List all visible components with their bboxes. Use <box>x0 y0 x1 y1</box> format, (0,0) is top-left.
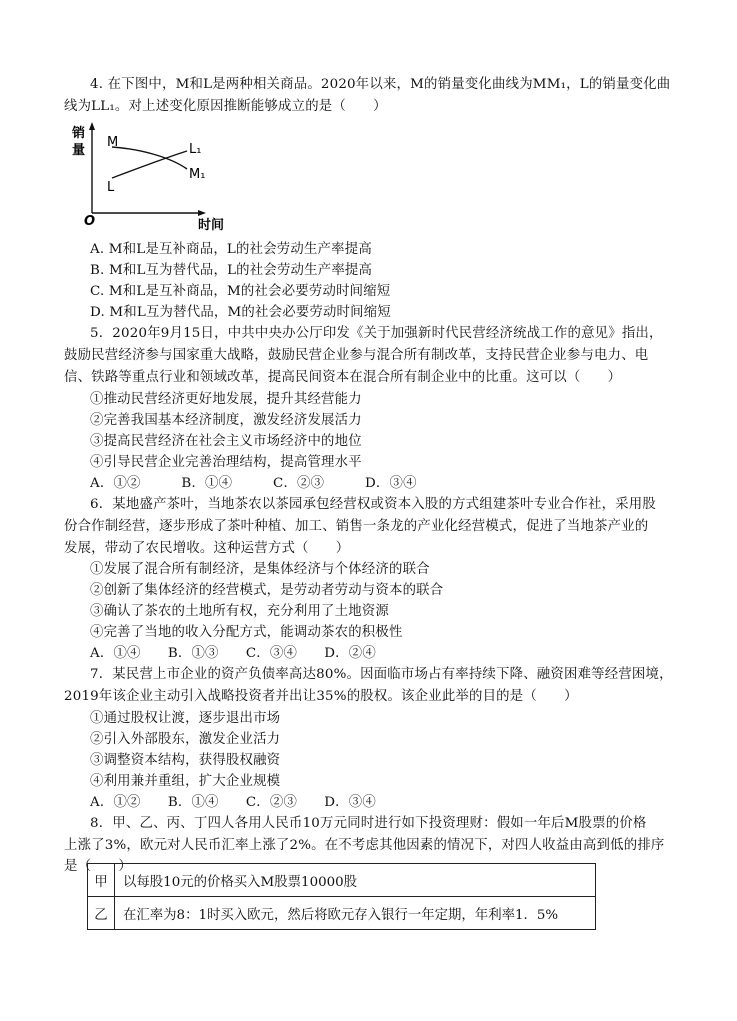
table-row <box>88 897 596 930</box>
y-axis-arrow <box>89 122 95 130</box>
q5-answers: A．①② B．①④ C．②③ D．③④ <box>90 476 417 491</box>
q7-stem-line-2: 2019年该企业主动引入战略投资者并出让35%的股权。该企业此举的目的是（ ） <box>64 689 578 704</box>
q5-stem-line-3: 信、铁路等重点行业和领域改革，提高民间资本在混合所有制企业中的比重。这可以（ ） <box>64 370 622 385</box>
q4-option-c: C. M和L是互补商品，M的社会必要劳动时间缩短 <box>90 284 391 299</box>
q7-answers: A．①② B．①④ C．②③ D．③④ <box>90 795 376 810</box>
investor-name: 乙 <box>88 897 115 930</box>
curve-mm1 <box>112 147 187 169</box>
origin-label: O <box>84 214 96 229</box>
q5-item-3: ③提高民营经济在社会主义市场经济中的地位 <box>90 434 362 449</box>
l-end-label: L₁ <box>189 142 202 157</box>
q8-stem-line-2: 上涨了3%，欧元对人民币汇率上涨了2%。在不考虑其他因素的情况下，对四人收益由高到低的排序 <box>64 838 665 853</box>
q5-item-1: ①推动民营经济更好地发展，提升其经营能力 <box>90 392 362 407</box>
investment-plan: 以每股10元的价格买入M股票10000股 <box>115 864 596 897</box>
q6-item-3: ③确认了茶农的土地所有权，充分利用了土地资源 <box>90 604 389 619</box>
q7-item-4: ④利用兼并重组，扩大企业规模 <box>90 774 281 789</box>
q8-investment-table <box>87 863 596 930</box>
q4-option-d: D. M和L互为替代品，M的社会必要劳动时间缩短 <box>90 305 391 320</box>
y-label-1: 销 <box>72 126 86 141</box>
q4-stem-line-1: 4. 在下图中，M和L是两种相关商品。2020年以来，M的销量变化曲线为MM₁，L的销量变化曲 <box>90 77 671 92</box>
q6-stem-line-3: 发展，带动了农民增收。这种运营方式（ ） <box>64 541 350 556</box>
y-label-2: 量 <box>72 143 86 158</box>
investment-plan: 在汇率为8：1时买入欧元，然后将欧元存入银行一年定期，年利率1．5% <box>115 897 596 930</box>
q6-item-4: ④完善了当地的收入分配方式，能调动茶农的积极性 <box>90 625 403 640</box>
m-start-label: M <box>107 135 119 150</box>
q7-item-3: ③调整资本结构，获得股权融资 <box>90 753 281 768</box>
q4-option-b: B. M和L互为替代品，L的社会劳动生产率提高 <box>90 263 373 278</box>
q7-item-2: ②引入外部股东，激发企业活力 <box>90 732 281 747</box>
m-end-label: M₁ <box>189 167 206 182</box>
q6-item-2: ②创新了集体经济的经营模式，是劳动者劳动与资本的联合 <box>90 583 444 598</box>
q7-stem-line-1: 7．某民营上市企业的资产负债率高达80%。因面临市场占有率持续下降、融资困难等经营困境， <box>90 667 673 682</box>
q5-item-4: ④引导民营企业完善治理结构，提高管理水平 <box>90 455 362 470</box>
q6-answers: A．①④ B．①③ C．③④ D．②④ <box>90 646 376 661</box>
q4-sales-figure <box>70 121 240 231</box>
x-label: 时间 <box>198 218 225 231</box>
q5-item-2: ②完善我国基本经济制度，激发经济发展活力 <box>90 413 362 428</box>
q8-stem-line-1: 8．甲、乙、丙、丁四人各用人民币10万元同时进行如下投资理财：假如一年后M股票的价格 <box>90 816 647 831</box>
q8-stem-line-3: 是（ ） <box>64 859 132 874</box>
x-axis-arrow <box>198 210 206 216</box>
q4-stem-line-2: 线为LL₁。对上述变化原因推断能够成立的是（ ） <box>64 99 387 114</box>
curve-ll1 <box>112 151 187 178</box>
q6-item-1: ①发展了混合所有制经济，是集体经济与个体经济的联合 <box>90 562 430 577</box>
l-start-label: L <box>107 180 115 195</box>
q7-item-1: ①通过股权让渡，逐步退出市场 <box>90 711 281 726</box>
q6-stem-line-1: 6．某地盛产茶叶，当地茶农以茶园承包经营权或资本入股的方式组建茶叶专业合作社，采用股 <box>90 497 656 512</box>
investor-name: 甲 <box>88 864 115 897</box>
q6-stem-line-2: 份合作制经营，逐步形成了茶叶种植、加工、销售一条龙的产业化经营模式，促进了当地茶产业的 <box>64 519 649 534</box>
q4-option-a: A. M和L是互补商品，L的社会劳动生产率提高 <box>90 242 372 257</box>
q5-stem-line-2: 鼓励民营经济参与国家重大战略，鼓励民营企业参与混合所有制改革，支持民营企业参与电力、电 <box>64 348 649 363</box>
table-row <box>88 864 596 897</box>
q5-stem-line-1: 5．2020年9月15日，中共中央办公厅印发《关于加强新时代民营经济统战工作的意见》指出， <box>90 326 663 341</box>
